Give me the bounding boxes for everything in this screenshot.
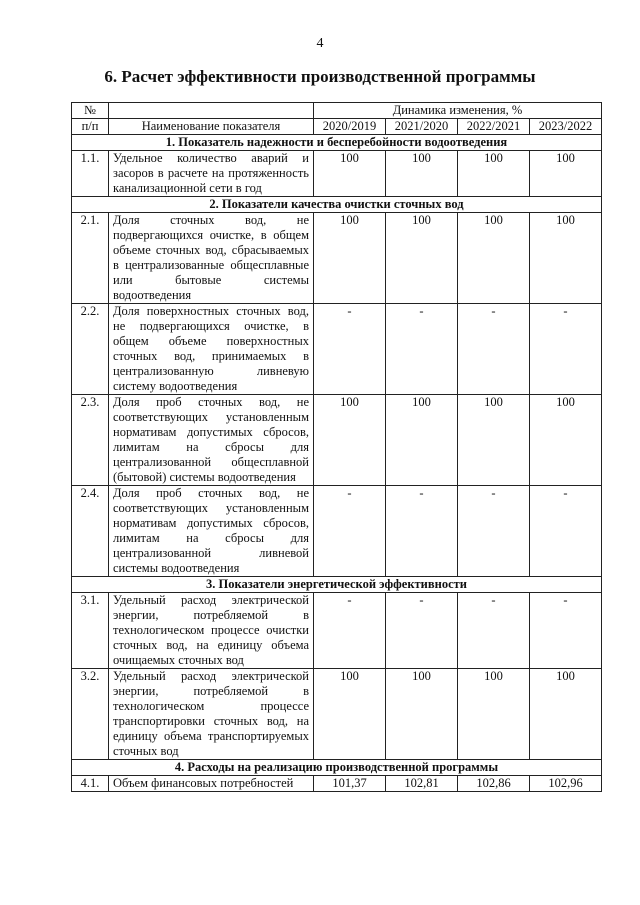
dynamics-value: 100 bbox=[386, 213, 458, 304]
indicator-name: Удельный расход электрической энергии, потребляемой в технологическом процессе очистки сточных вод, на единицу объема очищаемых сточных вод bbox=[109, 593, 314, 669]
table-row bbox=[72, 669, 602, 760]
table-row bbox=[72, 213, 602, 304]
dynamics-value: - bbox=[314, 593, 386, 669]
indicator-name: Объем финансовых потребностей bbox=[109, 776, 314, 792]
section-title: 3. Показатели энергетической эффективности bbox=[72, 577, 602, 593]
indicator-name: Доля поверхностных сточных вод, не подвергающихся очистке, в общем объеме поверхностных сточных вод, принимаемых в централизованную ливневую систему водоотведения bbox=[109, 304, 314, 395]
dynamics-value: 100 bbox=[314, 213, 386, 304]
section-row bbox=[72, 135, 602, 151]
document-title: 6. Расчет эффективности производственной программы bbox=[104, 67, 536, 86]
table-row bbox=[72, 776, 602, 792]
dynamics-value: - bbox=[386, 593, 458, 669]
dynamics-value: 102,86 bbox=[458, 776, 530, 792]
section-title: 4. Расходы на реализацию производственной программы bbox=[72, 760, 602, 776]
table-row bbox=[72, 593, 602, 669]
dynamics-value: 100 bbox=[530, 395, 602, 486]
indicator-name: Удельный расход электрической энергии, потребляемой в технологическом процессе транспортировки сточных вод, на единицу объема транспортируемых сточных вод bbox=[109, 669, 314, 760]
header-year-2: 2021/2020 bbox=[386, 119, 458, 135]
dynamics-value: 100 bbox=[530, 151, 602, 197]
dynamics-value: 100 bbox=[458, 213, 530, 304]
dynamics-value: - bbox=[530, 486, 602, 577]
dynamics-value: 102,96 bbox=[530, 776, 602, 792]
dynamics-value: - bbox=[314, 486, 386, 577]
header-name-top bbox=[109, 103, 314, 119]
dynamics-value: - bbox=[530, 593, 602, 669]
section-title: 1. Показатель надежности и бесперебойности водоотведения bbox=[72, 135, 602, 151]
dynamics-value: - bbox=[386, 304, 458, 395]
dynamics-value: - bbox=[458, 486, 530, 577]
dynamics-value: 100 bbox=[314, 395, 386, 486]
section-title: 2. Показатели качества очистки сточных вод bbox=[72, 197, 602, 213]
page-number: 4 bbox=[316, 36, 324, 51]
efficiency-table bbox=[71, 102, 602, 792]
header-row-1 bbox=[72, 103, 602, 119]
dynamics-value: - bbox=[386, 486, 458, 577]
dynamics-value: 100 bbox=[530, 213, 602, 304]
dynamics-value: - bbox=[530, 304, 602, 395]
header-num-bottom: п/п bbox=[72, 119, 109, 135]
section-row bbox=[72, 577, 602, 593]
dynamics-value: 100 bbox=[386, 669, 458, 760]
dynamics-value: 101,37 bbox=[314, 776, 386, 792]
header-name: Наименование показателя bbox=[109, 119, 314, 135]
header-year-3: 2022/2021 bbox=[458, 119, 530, 135]
dynamics-value: 100 bbox=[386, 151, 458, 197]
indicator-name: Доля проб сточных вод, не соответствующих установленным нормативам допустимых сбросов, лимитам на сбросы для централизованной общесплавной (бытовой) системы водоотведения bbox=[109, 395, 314, 486]
table-row bbox=[72, 304, 602, 395]
table-row bbox=[72, 486, 602, 577]
row-number: 4.1. bbox=[72, 776, 109, 792]
row-number: 2.4. bbox=[72, 486, 109, 577]
header-year-4: 2023/2022 bbox=[530, 119, 602, 135]
header-year-1: 2020/2019 bbox=[314, 119, 386, 135]
dynamics-value: 100 bbox=[314, 669, 386, 760]
row-number: 2.3. bbox=[72, 395, 109, 486]
table-row bbox=[72, 151, 602, 197]
table-body bbox=[72, 103, 602, 792]
dynamics-value: 100 bbox=[314, 151, 386, 197]
dynamics-value: 100 bbox=[530, 669, 602, 760]
dynamics-value: 100 bbox=[386, 395, 458, 486]
dynamics-value: - bbox=[314, 304, 386, 395]
dynamics-value: - bbox=[458, 593, 530, 669]
header-row-2 bbox=[72, 119, 602, 135]
section-row bbox=[72, 760, 602, 776]
section-row bbox=[72, 197, 602, 213]
row-number: 3.2. bbox=[72, 669, 109, 760]
indicator-name: Доля сточных вод, не подвергающихся очистке, в общем объеме сточных вод, сбрасываемых в централизованные общесплавные или бытовые системы водоотведения bbox=[109, 213, 314, 304]
dynamics-value: 100 bbox=[458, 669, 530, 760]
indicator-name: Доля проб сточных вод, не соответствующих установленным нормативам допустимых сбросов, лимитам на сбросы для централизованной ливневой системы водоотведения bbox=[109, 486, 314, 577]
dynamics-value: 102,81 bbox=[386, 776, 458, 792]
row-number: 1.1. bbox=[72, 151, 109, 197]
header-num-top: № bbox=[72, 103, 109, 119]
row-number: 2.2. bbox=[72, 304, 109, 395]
row-number: 2.1. bbox=[72, 213, 109, 304]
row-number: 3.1. bbox=[72, 593, 109, 669]
header-dynamics: Динамика изменения, % bbox=[314, 103, 602, 119]
dynamics-value: 100 bbox=[458, 151, 530, 197]
dynamics-value: 100 bbox=[458, 395, 530, 486]
table-row bbox=[72, 395, 602, 486]
dynamics-value: - bbox=[458, 304, 530, 395]
indicator-name: Удельное количество аварий и засоров в расчете на протяженность канализационной сети в год bbox=[109, 151, 314, 197]
